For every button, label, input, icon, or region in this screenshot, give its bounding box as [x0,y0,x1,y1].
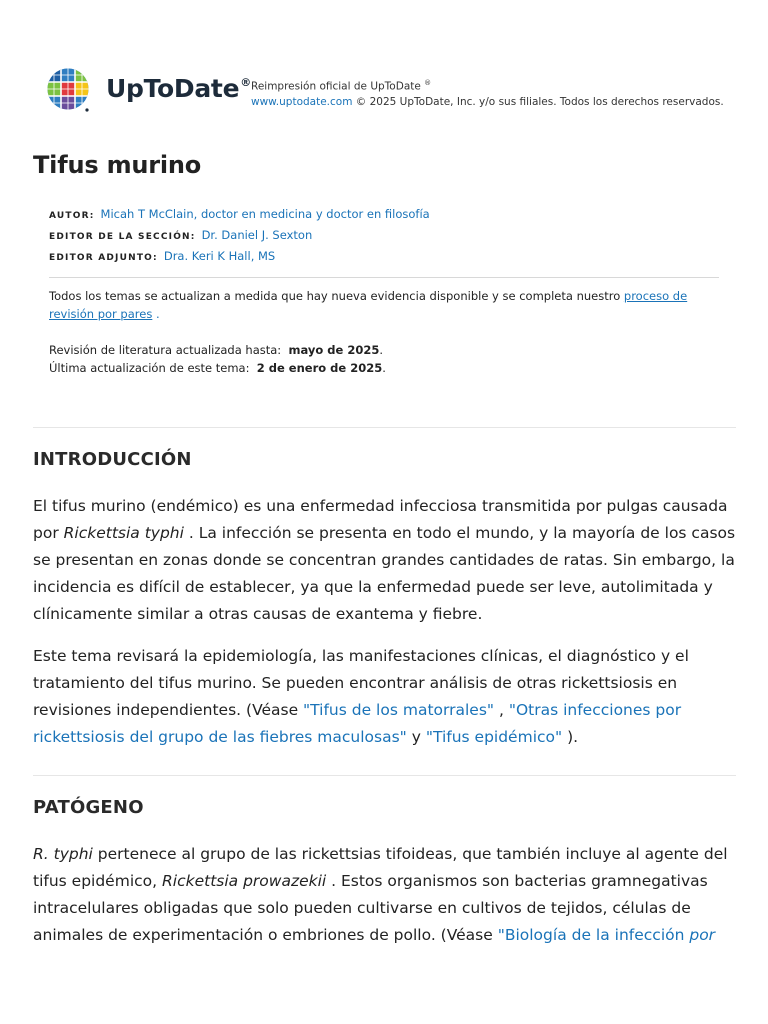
section-heading-introduction: INTRODUCCIÓN [33,449,192,470]
uptodate-logo-icon [47,68,89,110]
deputy-editor-link[interactable]: Dra. Keri K Hall, MS [163,249,276,263]
credit-label: EDITOR ADJUNTO: [49,253,158,263]
intro-paragraph-1: El tifus murino (endémico) es una enfermedad infecciosa transmitida por pulgas causada por Rickettsia typhi . La infección se presenta en todo el mundo, y la mayoría de los casos se presentan en zonas donde se concentran grandes cantidades de ratas. Sin embargo, la incidencia es difícil de establecer, ya que la enfermedad puede ser leve, autolimitada y clínicamente similar a otras causas de exantema y fiebre. [33,497,736,623]
pathogen-prowazekii: Rickettsia prowazekii [162,872,327,890]
literature-review-date: mayo de 2025 [288,343,380,357]
revision-dates: Revisión de literatura actualizada hasta: mayo de 2025. Última actualización de este tema: 2 de enero de 2025. [49,343,386,375]
credit-author [49,205,430,226]
pathogen-name: Rickettsia typhi [63,524,184,542]
page-title: Tifus murino [33,151,202,179]
credit-label: EDITOR DE LA SECCIÓN: [49,232,196,242]
site-link[interactable]: www.uptodate.com [251,95,353,108]
update-note [49,287,729,323]
link-infection-biology[interactable]: "Biología de la infección por [497,926,716,944]
reprint-registered-mark: ® [424,79,432,87]
section-heading-pathogen: PATÓGENO [33,797,144,818]
topic-update-label: Última actualización de este tema: [49,361,250,375]
link-epidemic-typhus[interactable]: "Tifus epidémico" [425,728,563,746]
credit-label: AUTOR: [49,211,95,221]
update-note-text: Todos los temas se actualizan a medida que hay nueva evidencia disponible y se completa nuestro [49,289,624,303]
reprint-line: Reimpresión oficial de UpToDate [251,80,421,93]
pathogen-abbrev: R. typhi [33,845,93,863]
section-divider [33,427,736,428]
topic-update-date: 2 de enero de 2025 [256,361,383,375]
peer-review-link[interactable]: proceso de revisión por pares [49,289,688,321]
section-divider [33,775,736,776]
update-note-end: . [152,307,160,321]
divider [49,277,719,278]
brand-name: UpToDate® [106,73,251,103]
link-scrub-typhus[interactable]: "Tifus de los matorrales" [303,701,495,719]
credit-deputy-editor [49,247,430,268]
section-editor-link[interactable]: Dr. Daniel J. Sexton [201,228,313,242]
author-credits [49,205,430,268]
pathogen-paragraph-1: R. typhi pertenece al grupo de las rickettsias tifoideas, que también incluye al agente del tifus epidémico, Rickettsia prowazekii . Estos organismos son bacterias gramnegativas intracelulares obligadas que solo pueden cultivarse en cultivos de tejidos, células de animales de experimentación o embriones de pollo. (Véase "Biología de la infección por [33,845,728,944]
credit-section-editor [49,226,430,247]
link-spotted-fever-rickettsioses[interactable]: "Otras infecciones por rickettsiosis del grupo de las fiebres maculosas" [33,701,682,746]
brand-registered-mark: ® [240,75,251,89]
reprint-notice [251,76,724,110]
author-link[interactable]: Micah T McClain, doctor en medicina y doctor en filosofía [100,207,430,221]
intro-paragraph-2: Este tema revisará la epidemiología, las manifestaciones clínicas, el diagnóstico y el tratamiento del tifus murino. Se pueden encontrar análisis de otras rickettsiosis en revisiones independientes. (Véase "Tifus de los matorrales" , "Otras infecciones por rickettsiosis del grupo de las fiebres maculosas" y "Tifus epidémico" ). [33,647,689,746]
literature-review-label: Revisión de literatura actualizada hasta: [49,343,282,357]
uptodate-logo[interactable] [47,68,251,110]
copyright-text: © 2025 UpToDate, Inc. y/o sus filiales. Todos los derechos reservados. [355,95,724,108]
